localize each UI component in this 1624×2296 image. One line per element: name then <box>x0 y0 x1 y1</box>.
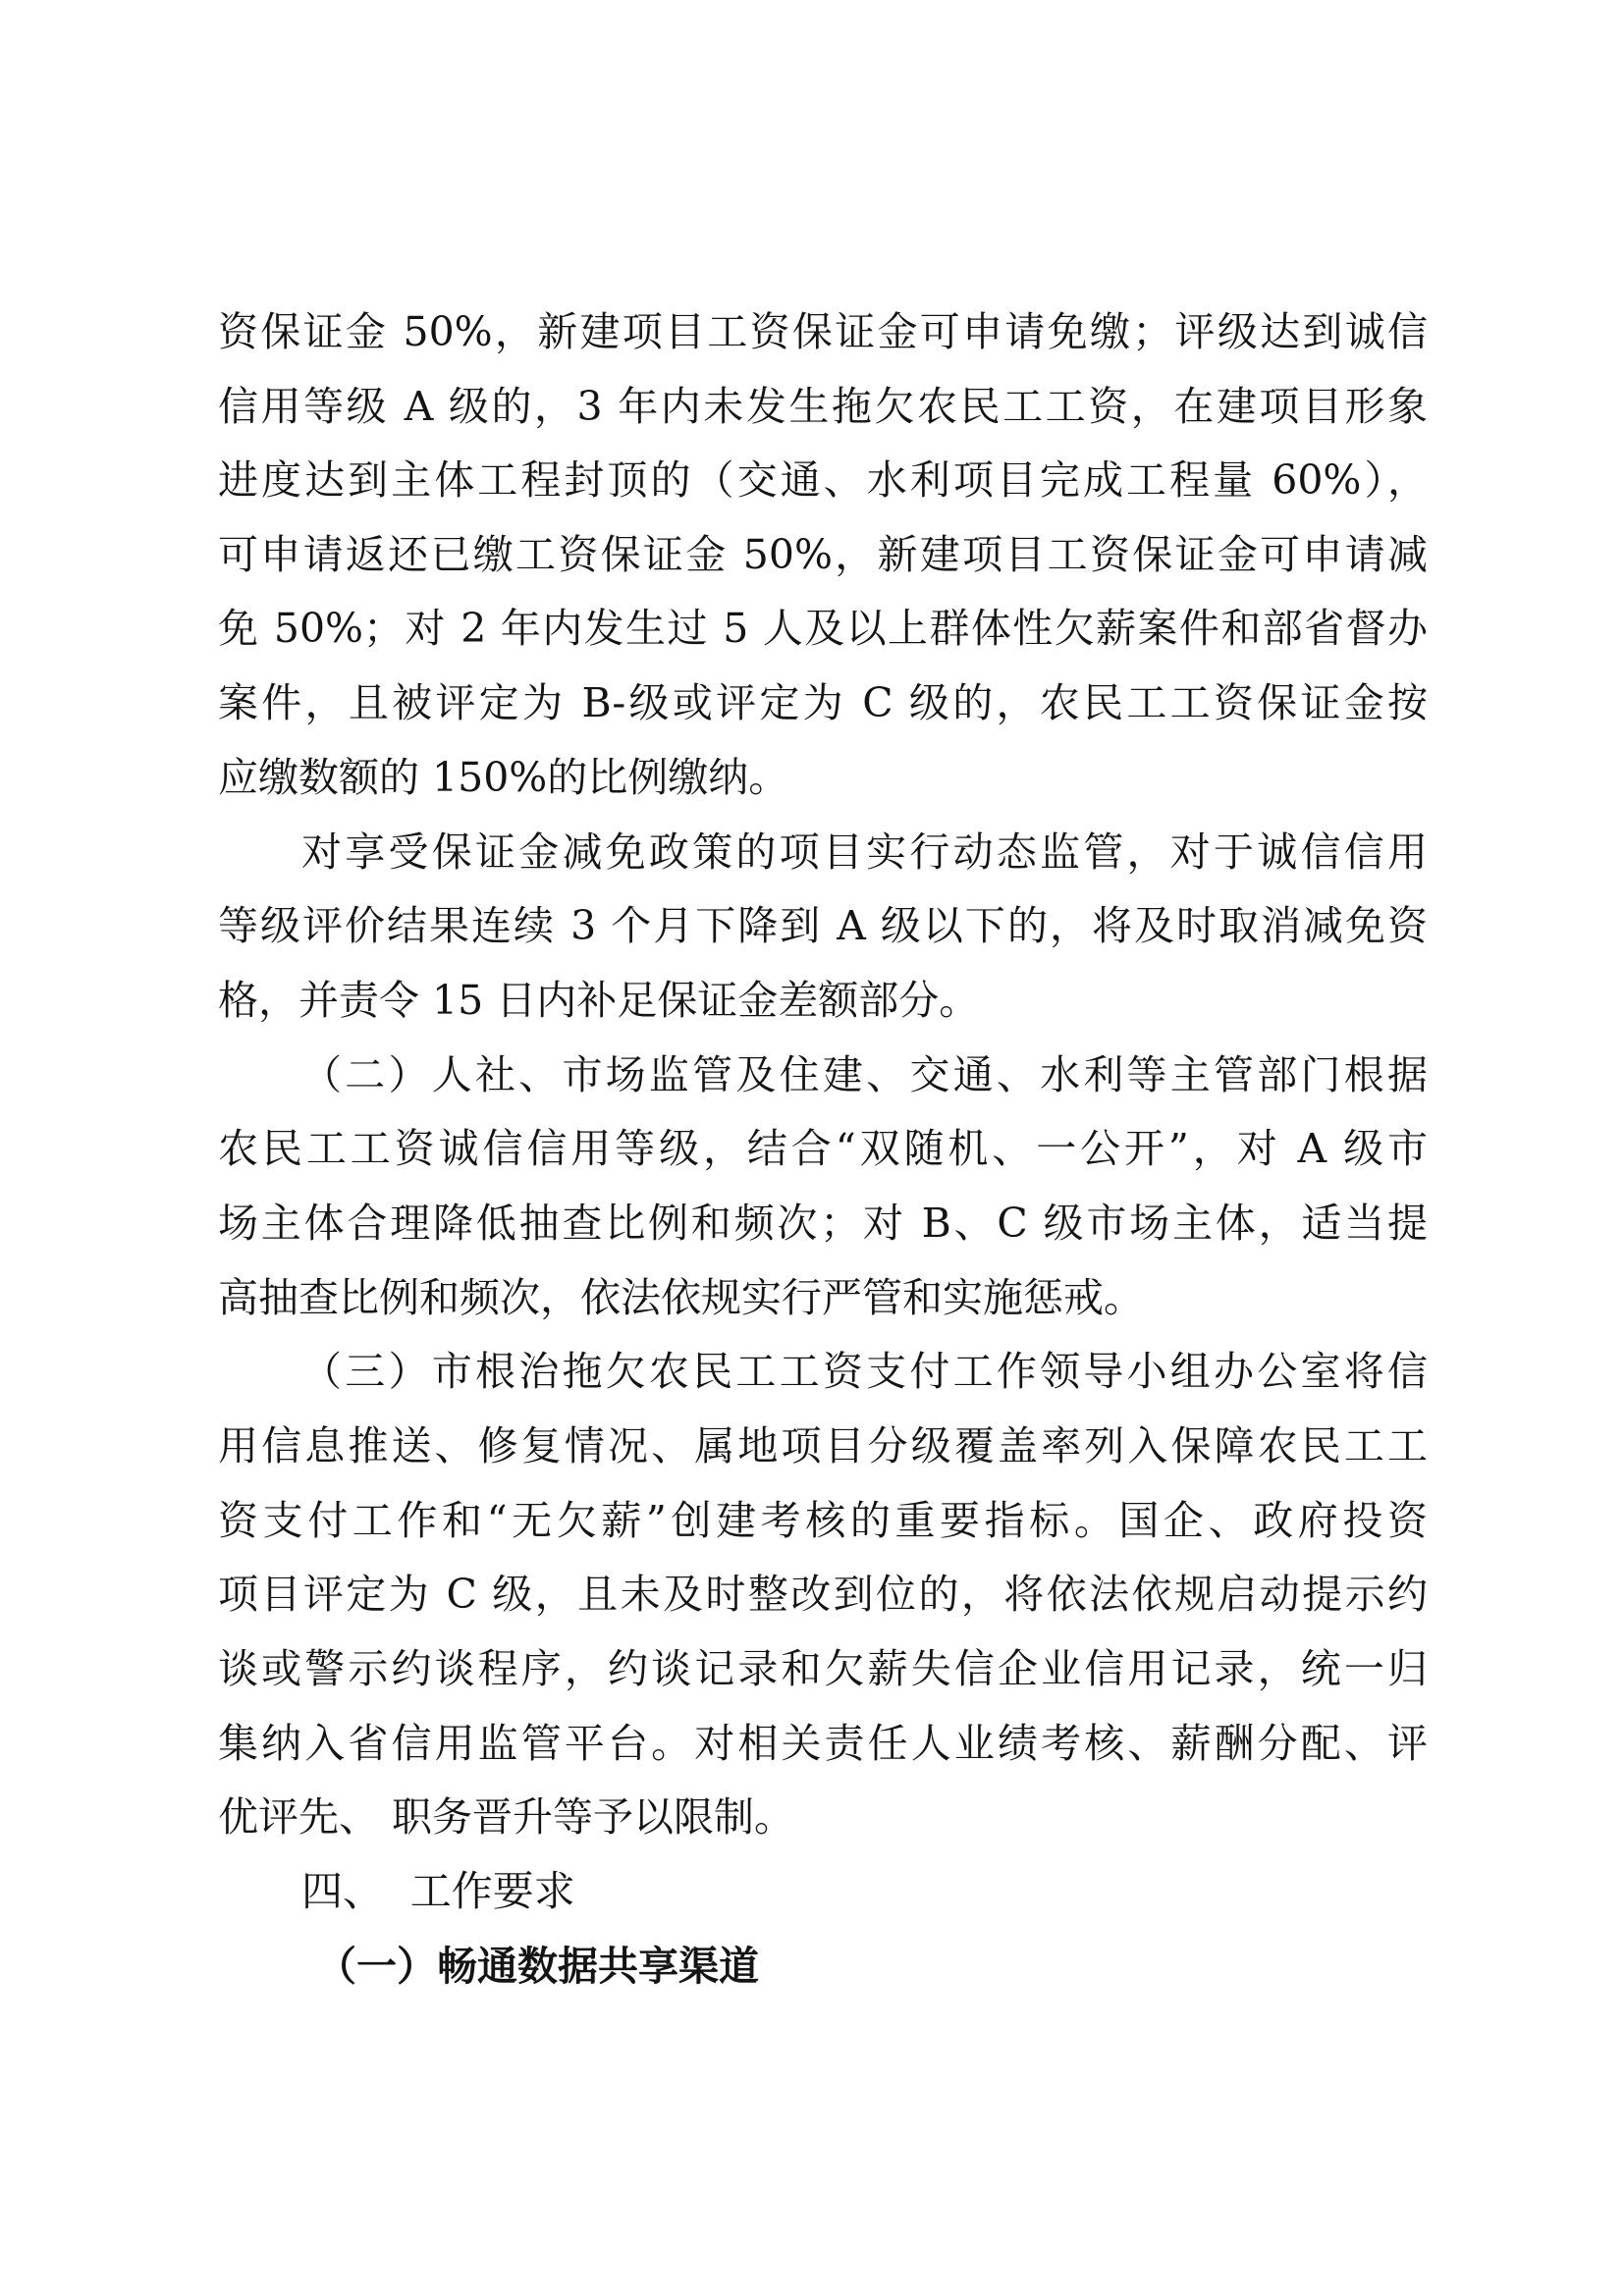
paragraph-2-line-1: 对享受保证金减免政策的项目实行动态监管，对于诚信信用 <box>301 828 1428 876</box>
paragraph-4-line-3: 资支付工作和“无欠薪”创建考核的重要指标。国企、政府投资 <box>218 1497 1428 1544</box>
paragraph-1-line-5: 免 50%；对 2 年内发生过 5 人及以上群体性欠薪案件和部省督办 <box>218 605 1428 652</box>
sub-heading: （一）畅通数据共享渠道 <box>316 1943 759 1990</box>
paragraph-2-line-2: 等级评价结果连续 3 个月下降到 A 级以下的，将及时取消减免资 <box>218 902 1428 949</box>
paragraph-3-line-4: 高抽查比例和频次，依法依规实行严管和实施惩戒。 <box>218 1274 1144 1321</box>
paragraph-4-line-7: 优评先、 职务晋升等予以限制。 <box>218 1793 795 1841</box>
paragraph-1-line-2: 信用等级 A 级的，3 年内未发生拖欠农民工工资，在建项目形象 <box>218 383 1428 430</box>
paragraph-1-line-6: 案件，且被评定为 B-级或评定为 C 级的，农民工工资保证金按 <box>218 679 1428 726</box>
paragraph-3-line-2: 农民工工资诚信信用等级，结合“双随机、一公开”，对 A 级市 <box>218 1125 1428 1172</box>
paragraph-1-line-3: 进度达到主体工程封顶的（交通、水利项目完成工程量 60%）， <box>218 456 1428 504</box>
paragraph-4-line-2: 用信息推送、修复情况、属地项目分级覆盖率列入保障农民工工 <box>218 1422 1428 1469</box>
paragraph-3-line-1: （二）人社、市场监管及住建、交通、水利等主管部门根据 <box>301 1051 1428 1098</box>
section-heading: 四、 工作要求 <box>301 1867 575 1915</box>
paragraph-2-line-3: 格，并责令 15 日内补足保证金差额部分。 <box>218 977 980 1024</box>
paragraph-1-line-4: 可申请返还已缴工资保证金 50%，新建项目工资保证金可申请减 <box>218 531 1428 578</box>
paragraph-4-line-6: 集纳入省信用监管平台。对相关责任人业绩考核、薪酬分配、评 <box>218 1720 1428 1767</box>
paragraph-4-line-1: （三）市根治拖欠农民工工资支付工作领导小组办公室将信 <box>301 1348 1428 1395</box>
paragraph-3-line-3: 场主体合理降低抽查比例和频次；对 B、C 级市场主体，适当提 <box>218 1200 1428 1247</box>
paragraph-4-line-4: 项目评定为 C 级，且未及时整改到位的，将依法依规启动提示约 <box>218 1571 1428 1618</box>
paragraph-1-line-1: 资保证金 50%，新建项目工资保证金可申请免缴；评级达到诚信 <box>218 308 1428 355</box>
paragraph-4-line-5: 谈或警示约谈程序，约谈记录和欠薪失信企业信用记录，统一归 <box>218 1645 1428 1692</box>
paragraph-1-line-7: 应缴数额的 150%的比例缴纳。 <box>218 754 789 801</box>
